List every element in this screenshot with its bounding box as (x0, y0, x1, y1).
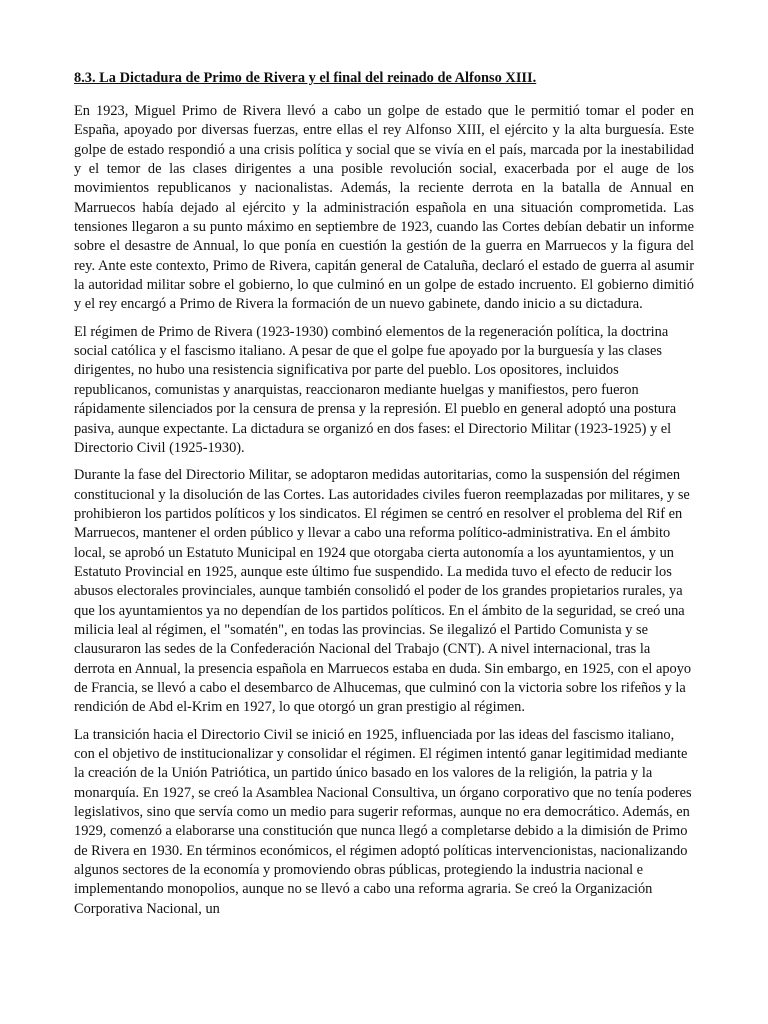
paragraph-military-directorate: Durante la fase del Directorio Militar, se adoptaron medidas autoritarias, como la suspensión del régimen constitucional y la disolución de las Cortes. Las autoridades civiles fueron reemplazadas por militares, y se prohibieron los partidos políticos y los sindicatos. El régimen se centró en resolver el problema del Rif en Marruecos, mantener el orden público y llevar a cabo una reforma político-administrativa. En el ámbito local, se aprobó un Estatuto Municipal en 1924 que otorgaba cierta autonomía a los ayuntamientos, y un Estatuto Provincial en 1925, aunque este último fue suspendido. La medida tuvo el efecto de reducir los abusos electorales provinciales, aunque también consolidó el poder de los grandes propietarios rurales, ya que los ayuntamientos ya no dependían de los partidos políticos. En el ámbito de la seguridad, se creó una milicia leal al régimen, el "somatén", en todas las provincias. Se ilegalizó el Partido Comunista y se clausuraron las sedes de la Confederación Nacional del Trabajo (CNT). A nivel internacional, tras la derrota en Annual, la presencia española en Marruecos estaba en duda. Sin embargo, en 1925, con el apoyo de Francia, se llevó a cabo el desembarco de Alhucemas, que culminó con la victoria sobre los rifeños y la rendición de Abd el-Krim en 1927, lo que otorgó un gran prestigio al régimen. (74, 467, 692, 716)
paragraph-regime: El régimen de Primo de Rivera (1923-1930) combinó elementos de la regeneración política, la doctrina social católica y el fascismo italiano. A pesar de que el golpe fue apoyado por la burguesía y las clases dirigentes, no hubo una resistencia significativa por parte del pueblo. Los opositores, incluidos republicanos, comunistas y anarquistas, reaccionaron mediante huelgas y manifiestos, pero fueron rápidamente silenciados por la censura de prensa y la represión. El pueblo en general adoptó una postura pasiva, aunque expectante. La dictadura se organizó en dos fases: el Directorio Militar (1923-1925) y el Directorio Civil (1925-1930). (74, 323, 677, 456)
paragraph-civil-directorate: La transición hacia el Directorio Civil se inició en 1925, influenciada por las ideas del fascismo italiano, con el objetivo de institucionalizar y consolidar el régimen. El régimen intentó ganar legitimidad mediante la creación de la Unión Patriótica, un partido único basado en los valores de la religión, la patria y la monarquía. En 1927, se creó la Asamblea Nacional Consultiva, un órgano corporativo que no tenía poderes legislativos, sino que servía como un medio para sugerir reformas, aunque no era democrático. Además, en 1929, comenzó a elaborarse una constitución que nunca llegó a completarse debido a la dimisión de Primo de Rivera en 1930. En términos económicos, el régimen adoptó políticas intervencionistas, nacionalizando algunos sectores de la economía y promoviendo obras públicas, protegiendo la industria nacional e implementando monopolios, aunque no se llevó a cabo una reforma agraria. Se creó la Organización Corporativa Nacional, un (74, 726, 692, 917)
paragraph-coup: En 1923, Miguel Primo de Rivera llevó a cabo un golpe de estado que le permitió tomar el poder en España, apoyado por diversas fuerzas, entre ellas el rey Alfonso XIII, el ejército y la alta burguesía. Este golpe de estado respondió a una crisis política y social que se vivía en el país, marcada por la inestabilidad y el temor de las clases dirigentes a una posible revolución social, exacerbada por el auge de los movimientos republicanos y nacionalistas. Además, la reciente derrota en la batalla de Annual en Marruecos había dejado al ejército y la administración española en una situación comprometida. Las tensiones llegaron a su punto máximo en septiembre de 1923, cuando las Cortes debían debatir un informe sobre el desastre de Annual, lo que ponía en cuestión la gestión de la guerra en Marruecos y la figura del rey. Ante este contexto, Primo de Rivera, capitán general de Cataluña, declaró el estado de guerra al asumir la autoridad militar sobre el gobierno, lo que culminó en un golpe de estado incruento. El gobierno dimitió y el rey encargó a Primo de Rivera la formación de un nuevo gabinete, dando inicio a su dictadura. (74, 103, 694, 313)
document-page (74, 69, 694, 927)
section-heading: 8.3. La Dictadura de Primo de Rivera y el final del reinado de Alfonso XIII. (74, 70, 537, 86)
